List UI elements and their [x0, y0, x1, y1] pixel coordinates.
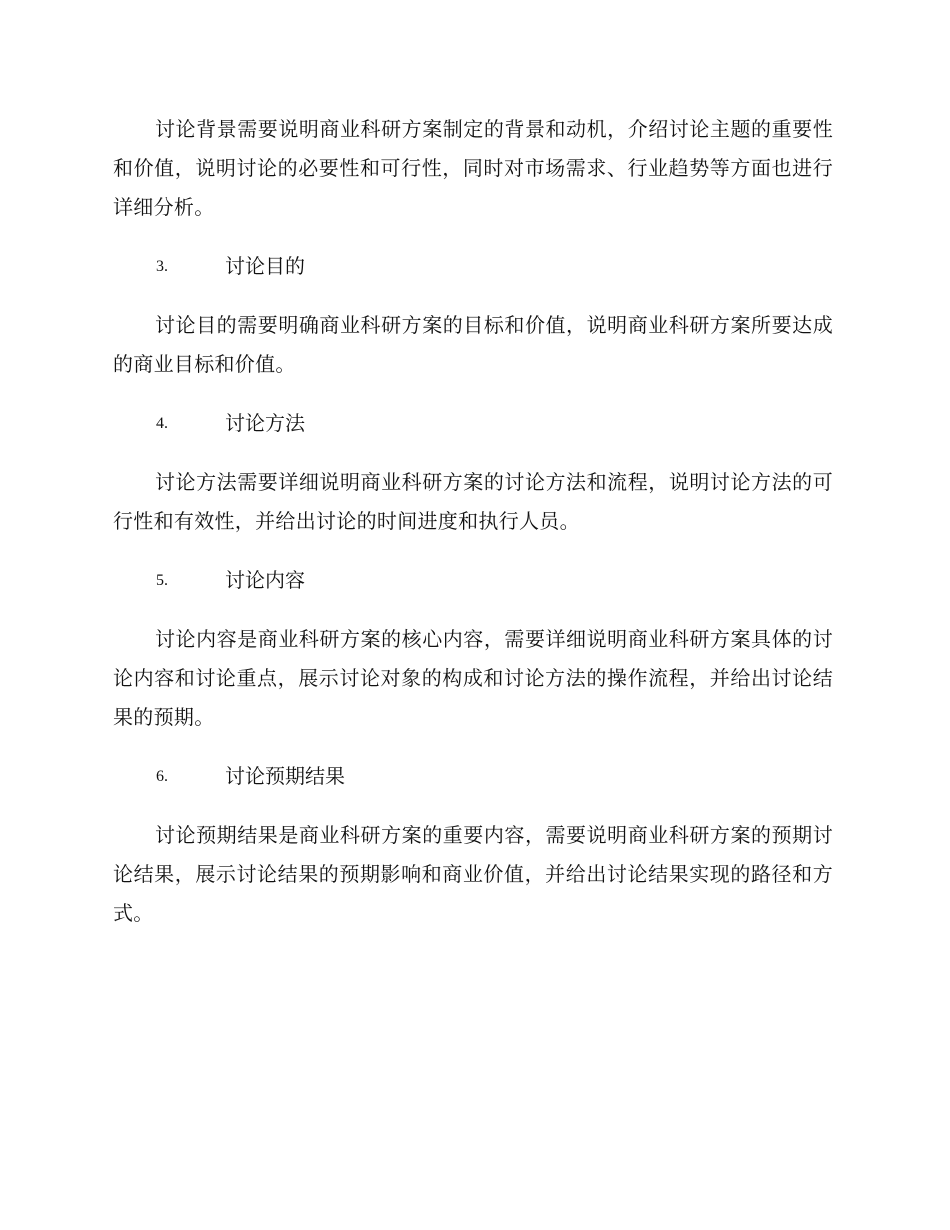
paragraph-purpose: 讨论目的需要明确商业科研方案的目标和价值，说明商业科研方案所要达成的商业目标和价值。 — [113, 313, 833, 376]
section-title: 讨论内容 — [225, 568, 305, 592]
section-number: 4. — [156, 415, 168, 432]
section-heading-content — [113, 561, 833, 600]
section-title: 讨论预期结果 — [225, 764, 345, 788]
paragraph-expected-results: 讨论预期结果是商业科研方案的重要内容，需要说明商业科研方案的预期讨论结果，展示讨论结果的预期影响和商业价值，并给出讨论结果实现的路径和方式。 — [113, 823, 833, 925]
section-heading-expected-results — [113, 757, 833, 796]
section-number: 5. — [156, 572, 168, 589]
section-title: 讨论方法 — [225, 411, 305, 435]
section-heading-purpose — [113, 247, 833, 286]
paragraph-content: 讨论内容是商业科研方案的核心内容，需要详细说明商业科研方案具体的讨论内容和讨论重点，展示讨论对象的构成和讨论方法的操作流程，并给出讨论结果的预期。 — [113, 627, 833, 729]
section-heading-method — [113, 404, 833, 443]
section-number: 3. — [156, 258, 168, 275]
section-number: 6. — [156, 768, 168, 785]
paragraph-method: 讨论方法需要详细说明商业科研方案的讨论方法和流程，说明讨论方法的可行性和有效性，并给出讨论的时间进度和执行人员。 — [113, 470, 833, 533]
paragraph-background: 讨论背景需要说明商业科研方案制定的背景和动机，介绍讨论主题的重要性和价值，说明讨论的必要性和可行性，同时对市场需求、行业趋势等方面也进行详细分析。 — [113, 117, 833, 219]
section-title: 讨论目的 — [225, 254, 305, 278]
document-body — [113, 110, 833, 933]
